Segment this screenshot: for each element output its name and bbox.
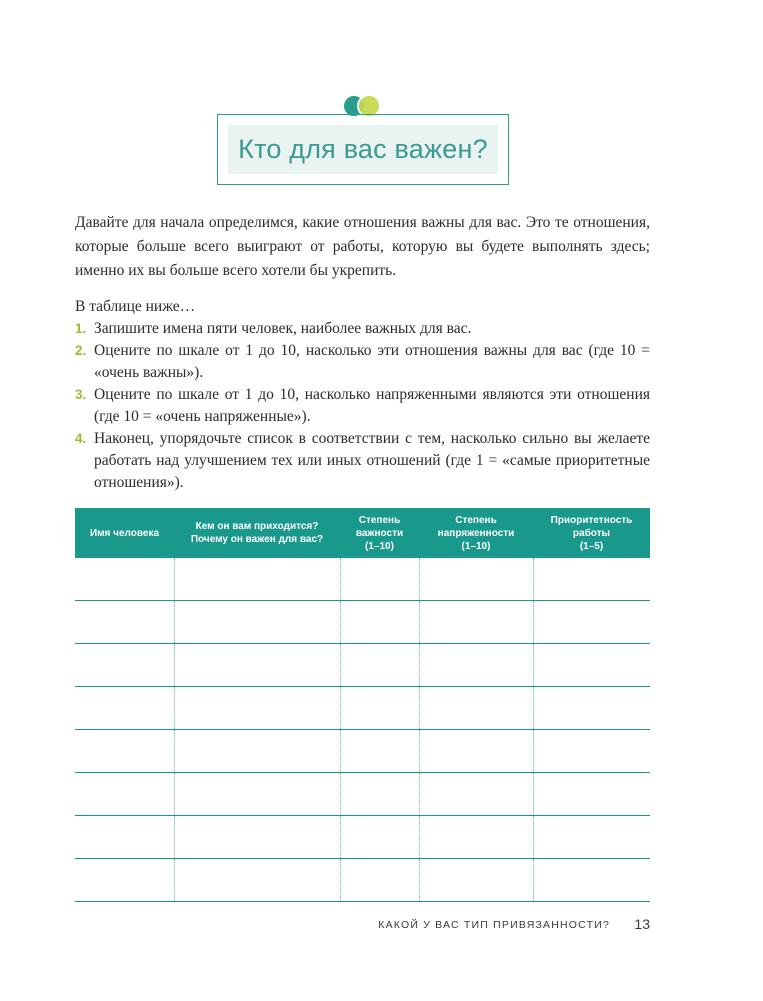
table-cell[interactable] — [419, 730, 533, 773]
step-number: 4. — [75, 431, 87, 446]
table-cell[interactable] — [419, 773, 533, 816]
page-title: Кто для вас важен? — [238, 134, 488, 164]
running-title: КАКОЙ У ВАС ТИП ПРИВЯЗАННОСТИ? — [378, 919, 610, 931]
intro-paragraph: Давайте для начала определимся, какие отношения важны для вас. Это те отношения, которые больше всего выиграют от работы, которую вы будете выполнять здесь; именно их вы больше всего хотели бы укрепить. — [75, 214, 650, 279]
table-header-row — [75, 508, 650, 558]
table-row — [75, 816, 650, 859]
header-importance: Степень важности (1–10) — [340, 508, 419, 558]
instructions-lead: В таблице ниже… — [75, 298, 196, 315]
title-box — [228, 125, 498, 174]
table-cell[interactable] — [75, 601, 174, 644]
table-cell[interactable] — [174, 601, 340, 644]
table-cell[interactable] — [533, 687, 650, 730]
table-cell[interactable] — [533, 644, 650, 687]
table-cell[interactable] — [174, 730, 340, 773]
table-row — [75, 601, 650, 644]
table-cell[interactable] — [174, 644, 340, 687]
table-body — [75, 558, 650, 902]
table-cell[interactable] — [174, 816, 340, 859]
table-cell[interactable] — [419, 816, 533, 859]
instruction-step — [75, 428, 650, 494]
table-row — [75, 773, 650, 816]
table-cell[interactable] — [533, 859, 650, 902]
table-cell[interactable] — [533, 773, 650, 816]
table-cell[interactable] — [533, 601, 650, 644]
step-text: Оцените по шкале от 1 до 10, насколько эти отношения важны для вас (где 10 = «очень важны»). — [94, 342, 650, 381]
step-number: 3. — [75, 387, 87, 402]
step-number: 1. — [75, 321, 87, 336]
table-cell[interactable] — [75, 644, 174, 687]
table-cell[interactable] — [75, 859, 174, 902]
table-cell[interactable] — [419, 601, 533, 644]
step-number: 2. — [75, 343, 87, 358]
table-cell[interactable] — [419, 687, 533, 730]
table-cell[interactable] — [340, 644, 419, 687]
relationships-table — [75, 508, 650, 902]
header-person-name: Имя человека — [75, 508, 174, 558]
step-text: Оцените по шкале от 1 до 10, насколько напряженными являются эти отношения (где 10 = «очень напряженные»). — [94, 386, 650, 425]
instructions-list — [75, 318, 650, 494]
instruction-step — [75, 340, 650, 384]
table-cell[interactable] — [419, 644, 533, 687]
instruction-step — [75, 384, 650, 428]
header-priority: Приоритетность работы (1–5) — [533, 508, 650, 558]
step-text: Запишите имена пяти человек, наиболее важных для вас. — [94, 320, 472, 337]
instruction-step — [75, 318, 650, 340]
table-cell[interactable] — [174, 687, 340, 730]
table-row — [75, 644, 650, 687]
table-cell[interactable] — [75, 816, 174, 859]
table-row — [75, 558, 650, 601]
step-text: Наконец, упорядочьте список в соответствии с тем, насколько сильно вы желаете работать над улучшением тех или иных отношений (где 1 = «самые приоритетные отношения»). — [94, 430, 650, 491]
table-row — [75, 730, 650, 773]
header-tension: Степень напряженности (1–10) — [419, 508, 533, 558]
table-cell[interactable] — [340, 687, 419, 730]
table-cell[interactable] — [75, 773, 174, 816]
table-cell[interactable] — [174, 859, 340, 902]
table-cell[interactable] — [419, 558, 533, 601]
table-cell[interactable] — [174, 558, 340, 601]
table-cell[interactable] — [174, 773, 340, 816]
table-cell[interactable] — [75, 730, 174, 773]
table-cell[interactable] — [75, 558, 174, 601]
table-cell[interactable] — [533, 816, 650, 859]
table-cell[interactable] — [340, 601, 419, 644]
table-cell[interactable] — [75, 687, 174, 730]
table-cell[interactable] — [340, 730, 419, 773]
table-cell[interactable] — [533, 730, 650, 773]
table-cell[interactable] — [340, 773, 419, 816]
header-relation: Кем он вам приходится? Почему он важен для вас? — [174, 508, 340, 558]
table-cell[interactable] — [419, 859, 533, 902]
table-cell[interactable] — [340, 816, 419, 859]
page-footer — [360, 916, 650, 936]
page-number: 13 — [634, 916, 650, 932]
table-row — [75, 859, 650, 902]
table-cell[interactable] — [533, 558, 650, 601]
table-row — [75, 687, 650, 730]
table-cell[interactable] — [340, 558, 419, 601]
table-cell[interactable] — [340, 859, 419, 902]
